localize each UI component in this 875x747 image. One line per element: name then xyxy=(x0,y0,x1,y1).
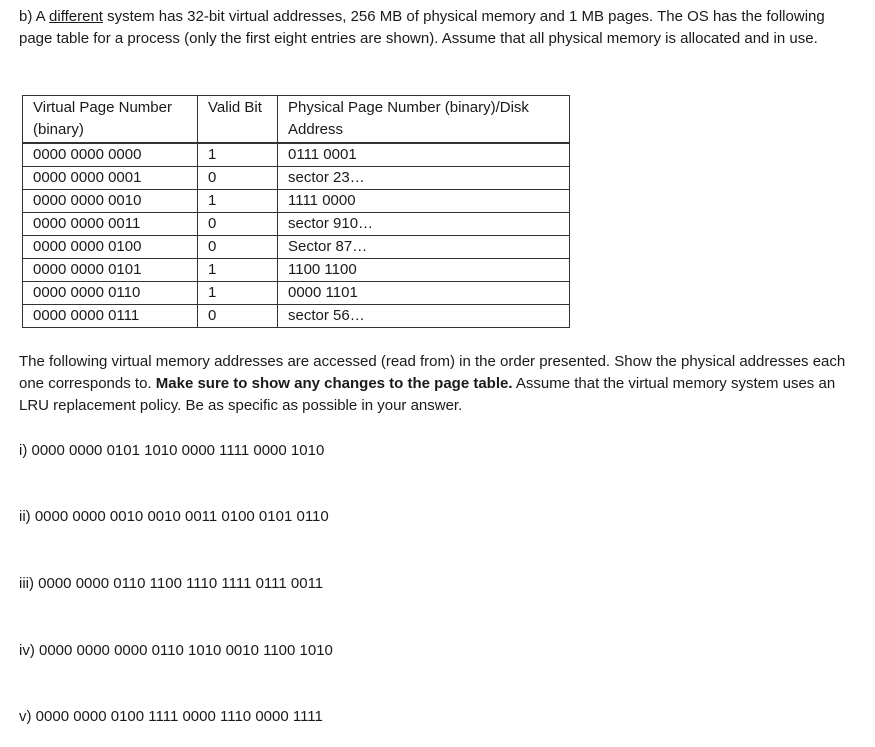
table-row xyxy=(23,282,570,305)
cell-valid-bit: 1 xyxy=(198,259,278,282)
header-virtual-page-number: Virtual Page Number (binary) xyxy=(23,96,198,144)
cell-ppn: 1100 1100 xyxy=(278,259,570,282)
table-row xyxy=(23,259,570,282)
cell-valid-bit: 1 xyxy=(198,282,278,305)
question-iii: iii) 0000 0000 0110 1100 1110 1111 0111 0011 xyxy=(19,575,324,592)
question-i: i) 0000 0000 0101 1010 0000 1111 0000 1010 xyxy=(19,442,325,459)
cell-vpn: 0000 0000 0010 xyxy=(23,190,198,213)
table-row xyxy=(23,143,570,167)
cell-vpn: 0000 0000 0001 xyxy=(23,167,198,190)
question-v: v) 0000 0000 0100 1111 0000 1110 0000 1111 xyxy=(19,708,323,725)
instructions-part2: Assume that the virtual memory system uses an LRU replacement policy. Be as specific as possible in your answer. xyxy=(19,375,836,414)
question-ii: ii) 0000 0000 0010 0010 0011 0100 0101 0110 xyxy=(19,508,329,525)
header-physical-page-number: Physical Page Number (binary)/Disk Address xyxy=(278,96,570,144)
cell-valid-bit: 0 xyxy=(198,305,278,328)
instructions-bold: Make sure to show any changes to the page table. xyxy=(155,375,513,392)
cell-ppn: sector 23… xyxy=(278,167,570,190)
intro-prefix: b) A xyxy=(19,8,50,25)
intro-rest: system has 32-bit virtual addresses, 256 MB of physical memory and 1 MB pages. The OS has the following page table for a process (only the first eight entries are shown). Assume that all physical memory is allocated and in use. xyxy=(19,8,825,47)
question-iv: iv) 0000 0000 0000 0110 1010 0010 1100 1010 xyxy=(19,642,333,659)
cell-ppn: sector 910… xyxy=(278,213,570,236)
cell-vpn: 0000 0000 0110 xyxy=(23,282,198,305)
instructions-part1: The following virtual memory addresses are accessed (read from) in the order presented. Show the physical addresses each one corresponds to. xyxy=(19,353,846,392)
table-row xyxy=(23,213,570,236)
header-valid-bit: Valid Bit xyxy=(198,96,278,144)
intro-paragraph xyxy=(19,6,859,50)
cell-vpn: 0000 0000 0011 xyxy=(23,213,198,236)
cell-ppn: 1111 0000 xyxy=(278,190,570,213)
table-row xyxy=(23,305,570,328)
cell-valid-bit: 0 xyxy=(198,236,278,259)
cell-ppn: 0111 0001 xyxy=(278,143,570,167)
cell-ppn: Sector 87… xyxy=(278,236,570,259)
cell-ppn: 0000 1101 xyxy=(278,282,570,305)
intro-underlined-word: different xyxy=(49,8,103,25)
table-row xyxy=(23,190,570,213)
cell-vpn: 0000 0000 0111 xyxy=(23,305,198,328)
page-table-header-row xyxy=(23,96,570,144)
table-row xyxy=(23,167,570,190)
cell-valid-bit: 0 xyxy=(198,167,278,190)
cell-valid-bit: 0 xyxy=(198,213,278,236)
page-table xyxy=(22,95,570,328)
cell-vpn: 0000 0000 0100 xyxy=(23,236,198,259)
instructions-paragraph xyxy=(19,351,859,417)
cell-vpn: 0000 0000 0101 xyxy=(23,259,198,282)
cell-valid-bit: 1 xyxy=(198,190,278,213)
cell-ppn: sector 56… xyxy=(278,305,570,328)
table-row xyxy=(23,236,570,259)
cell-vpn: 0000 0000 0000 xyxy=(23,143,198,167)
cell-valid-bit: 1 xyxy=(198,143,278,167)
